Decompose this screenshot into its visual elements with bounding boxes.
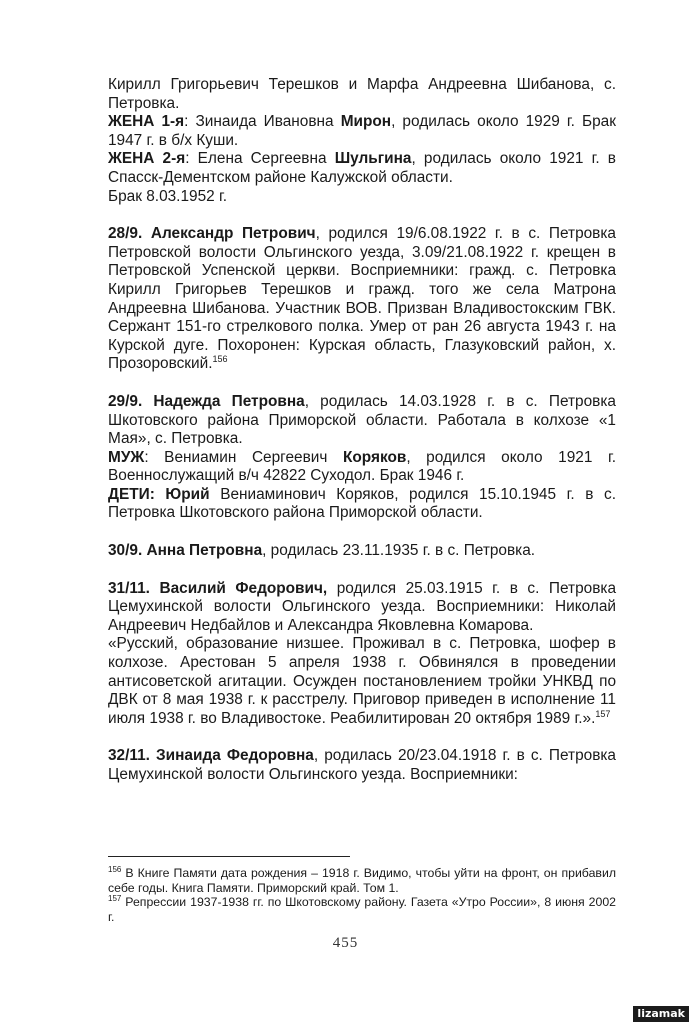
entry-paragraph	[108, 76, 616, 113]
footnote	[108, 866, 616, 895]
page-number: 455	[332, 935, 359, 951]
footnote-reference: 156	[212, 354, 228, 365]
bold-text: 28/9. Александр Петрович	[108, 225, 316, 243]
entry-paragraph	[108, 393, 616, 449]
bold-text: 32/11. Зинаида Федоровна	[108, 747, 314, 765]
footnote-text: Репрессии 1937-1938 гг. по Шкотовскому району. Газета «Утро России», 8 июня 2002 г.	[108, 895, 616, 924]
text-run: Вениаминович Коряков, родился 15.10.1945 г. в с. Петровка Шкотовского района Приморской области.	[108, 485, 616, 522]
bold-text: Коряков	[342, 448, 407, 466]
entry-line	[108, 150, 616, 187]
entry-line	[108, 635, 616, 728]
footnote-reference: 157	[595, 708, 611, 719]
footnote-number: 156	[108, 865, 122, 874]
bold-text: Шульгина	[334, 150, 412, 168]
entry-line	[108, 188, 616, 207]
text-run: , родилась 20/23.04.1918 г. в с. Петровка Цемухинской волости Ольгинского уезда. Восприемники:	[108, 747, 616, 783]
footnote	[108, 895, 616, 924]
text-run: «Русский, образование низшее. Проживал в с. Петровка, шофер в колхозе. Арестован 5 апреля 1938 г. Обвинялся в проведении антисоветской агитации. Осужден постановлением тройки УНКВД по ДВК от 8 мая 1938 г. к расстрелу. Приговор приведен в исполнение 11 июля 1938 г. во Владивостоке. Реабилитирован 20 октября 1989 г.».	[108, 635, 616, 727]
text-run: родился 25.03.1915 г. в с. Петровка Цемухинской волости Ольгинского уезда. Восприемники: Николай Андреевич Недбайлов и Александра Яковлевна Комарова.	[108, 579, 616, 634]
bold-text: МУЖ	[108, 448, 145, 466]
entry-paragraph	[108, 225, 616, 374]
bold-text: Мирон	[340, 113, 392, 131]
text-run: , родилась 14.03.1928 г. в с. Петровка Шкотовского района Приморской области. Работала в колхозе «1 Мая», с. Петровка.	[108, 392, 616, 448]
text-run: Кирилл Григорьевич Терешков и Марфа Андреевна Шибанова, с. Петровка.	[108, 76, 616, 112]
main-text	[108, 76, 616, 785]
text-run: , родился 19/6.08.1922 г. в с. Петровка Петровской волости Ольгинского уезда, 3.09/21.08.1922 г. крещен в Петровской Успенской церкви. Восприемники: гражд. с. Петровка Кирилл Григорьев Терешков и гражд. того же села Матрона Андреевна Шибанова. Участник ВОВ. Призван Владивостокским ГВК. Сержант 151-го стрелкового полка. Умер от ран 26 августа 1943 г. на Курской дуге. Похоронен: Курская область, Глазуковский район, х. Прозоровский.	[108, 225, 616, 373]
entry-line	[108, 486, 616, 523]
text-run: : Зинаида Ивановна	[184, 113, 341, 131]
bold-text: 31/11. Василий Федорович,	[108, 579, 328, 597]
text-run: , родилась 23.11.1935 г. в с. Петровка.	[262, 542, 536, 560]
entry-paragraph	[108, 580, 616, 636]
watermark: lizamak	[633, 1006, 689, 1022]
entry-paragraph	[108, 542, 616, 561]
text-run: Брак 8.03.1952 г.	[108, 187, 227, 205]
entry-paragraph	[108, 747, 616, 784]
entry-line	[108, 113, 616, 150]
bold-text: ДЕТИ: Юрий	[108, 485, 210, 503]
footnotes	[108, 866, 616, 924]
entry-line	[108, 449, 616, 486]
footnote-number: 157	[108, 894, 122, 904]
bold-text: ЖЕНА 2-я	[108, 150, 186, 168]
bold-text: ЖЕНА 1-я	[108, 113, 185, 131]
text-run: , родился около 1921 г. Военнослужащий в/ч 42822 Суходол. Брак 1946 г.	[108, 448, 616, 485]
text-run: , родилась около 1929 г. Брак 1947 г. в б/х Куши.	[108, 113, 616, 149]
text-run: : Елена Сергеевна	[185, 150, 335, 168]
text-run: , родилась около 1921 г. в Спасск-Дементском районе Калужской области.	[108, 150, 616, 186]
footnote-text: В Книге Памяти дата рождения – 1918 г. Видимо, чтобы уйти на фронт, он прибавил себе годы. Книга Памяти. Приморский край. Том 1.	[108, 866, 616, 895]
bold-text: 29/9. Надежда Петровна	[108, 392, 305, 410]
text-run: : Вениамин Сергеевич	[144, 448, 343, 466]
footnote-separator	[108, 856, 350, 857]
bold-text: 30/9. Анна Петровна	[108, 542, 263, 560]
